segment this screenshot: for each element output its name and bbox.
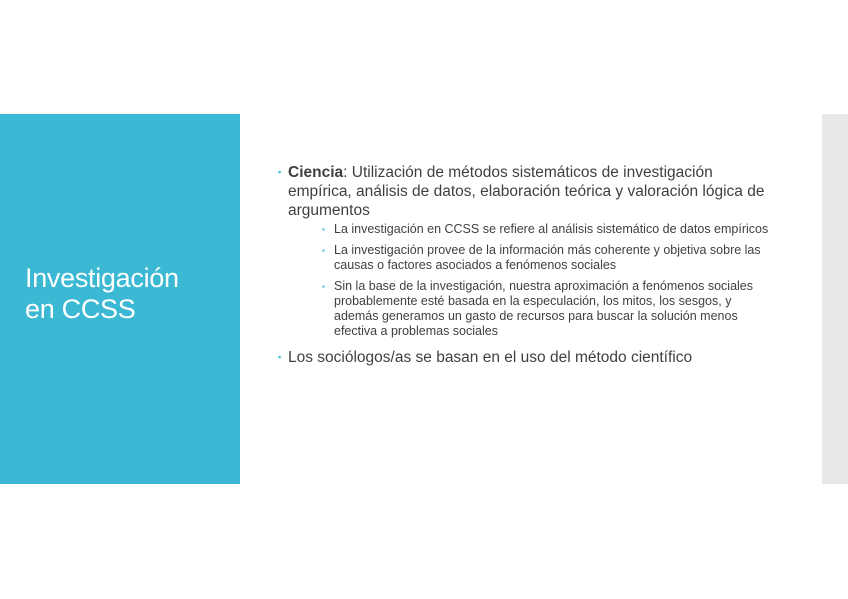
bullet-icon: ▪ <box>322 246 325 255</box>
sub-bullet-text: La investigación provee de la información más coherente y objetiva sobre las causas o factores asociados a fenómenos sociales <box>334 243 761 272</box>
bullet-icon: ▪ <box>278 167 282 177</box>
slide-title-line-2: en CCSS <box>25 294 136 324</box>
sub-bullet-text: Sin la base de la investigación, nuestra aproximación a fenómenos sociales probablemente esté basada en la especulación, los mitos, los sesgos, y además generamos un gasto de recursos para buscar la solución menos efectiva a problemas sociales <box>334 279 753 338</box>
sub-bullet-text: La investigación en CCSS se refiere al análisis sistemático de datos empíricos <box>334 222 769 236</box>
bullet-text: Los sociólogos/as se basan en el uso del método científico <box>288 349 693 366</box>
bullet-item-sociologos <box>278 348 778 367</box>
slide-title-line-1: Investigación <box>25 263 179 293</box>
sub-bullet-item <box>322 279 778 339</box>
sub-bullet-item <box>322 243 778 273</box>
sub-bullet-list <box>288 222 778 339</box>
bullet-text: : Utilización de métodos sistemáticos de investigación empírica, análisis de datos, elaboración teórica y valoración lógica de argumentos <box>288 164 765 219</box>
sub-bullet-item <box>322 222 778 237</box>
slide-content <box>278 163 778 376</box>
bullet-icon: ▪ <box>322 282 325 291</box>
right-side-strip <box>822 114 848 484</box>
bullet-list <box>278 163 778 367</box>
bullet-item-ciencia <box>278 163 778 339</box>
bullet-term: Ciencia <box>288 164 344 181</box>
bullet-icon: ▪ <box>322 225 325 234</box>
slide-title <box>25 263 230 325</box>
bullet-icon: ▪ <box>278 352 282 362</box>
